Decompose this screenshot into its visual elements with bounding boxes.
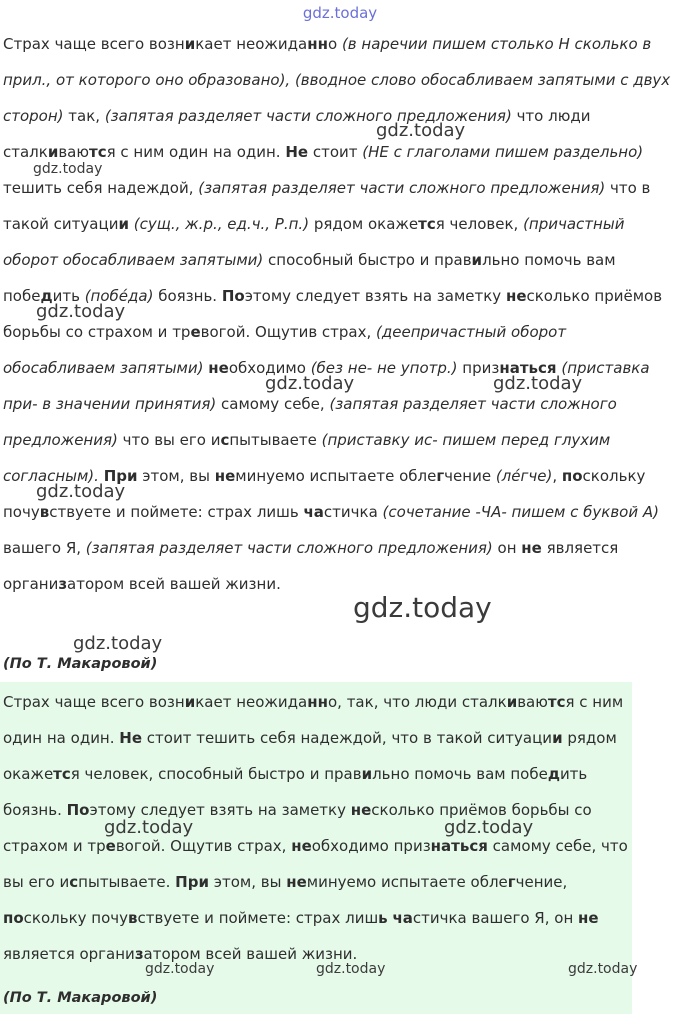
text-run: Страх чаще всего возн — [3, 693, 185, 711]
text-run: рядом окаже — [3, 729, 617, 783]
text-run: не — [208, 359, 229, 377]
text-run: Страх чаще всего возн — [3, 35, 185, 53]
text-run: обходимо приз — [311, 837, 431, 855]
text-run: стичка вашего Я, он — [412, 909, 579, 927]
text-run: способный быстро и прав — [263, 251, 472, 269]
text-run: з — [134, 945, 144, 963]
text-run: не — [291, 837, 312, 855]
text-run: самому себе, — [216, 395, 330, 413]
text-run: не — [214, 467, 236, 485]
text-run: нн — [307, 693, 328, 711]
text-run: и — [506, 693, 518, 711]
text-run: и — [47, 143, 59, 161]
watermark: gdz.today — [73, 633, 163, 654]
text-run: вогой. Ощутив страх, — [115, 837, 292, 855]
author-attribution: (По Т. Макаровой) — [3, 990, 158, 1006]
text-run: и — [361, 765, 373, 783]
grammar-note: (приставка при- в значении принятия) — [3, 359, 650, 413]
grammar-note: (в наречии пишем столько Н сколько в прил., от которого оно образовано), (вводное слово обосабливаем запятыми с двух сторон) — [3, 35, 671, 125]
text-run: ваю — [58, 143, 90, 161]
text-run: ствуете и поймете: страх лиш — [137, 909, 379, 927]
text-run: боязнь. — [153, 287, 222, 305]
watermark: gdz.today — [376, 120, 466, 141]
text-run: на — [430, 837, 452, 855]
text-run: не — [521, 539, 542, 557]
final-paragraph — [3, 684, 631, 972]
text-run: минуемо испытаете обле — [306, 873, 508, 891]
text-run: и — [552, 729, 563, 747]
text-run: тешить себя надеждой, — [3, 179, 199, 197]
text-run: Не — [119, 729, 143, 747]
text-run: г — [436, 467, 445, 485]
grammar-note: (без не- не употр.) — [310, 359, 458, 377]
text-run: и — [184, 35, 196, 53]
text-run: этому следует взять на заметку — [244, 287, 506, 305]
grammar-note: (запятая разделяет части сложного предложения) — [198, 179, 606, 197]
text-run: рядом окаже — [309, 215, 419, 233]
text-run: тс — [547, 693, 566, 711]
watermark: gdz.today — [316, 961, 386, 977]
text-run: атором всей вашей жизни. — [67, 575, 281, 593]
text-run: Не — [285, 143, 309, 161]
text-run: этому следует взять на заметку — [89, 801, 351, 819]
text-run: он — [492, 539, 522, 557]
grammar-note: (запятая разделяет части сложного предложения) — [104, 107, 512, 125]
text-run: льно помочь вам побе — [372, 765, 548, 783]
text-run: ться — [519, 359, 557, 377]
watermark: gdz.today — [145, 961, 215, 977]
text-run: минуемо испытаете обле — [235, 467, 437, 485]
text-run: на — [499, 359, 520, 377]
text-run: вогой. Ощутив страх, — [200, 323, 377, 341]
text-run: стоит тешить себя надеждой, что в такой ситуаци — [142, 729, 553, 747]
text-run: ча — [392, 909, 413, 927]
text-run: При — [175, 873, 209, 891]
grammar-note: (деепричастный оборот обосабливаем запятыми) — [3, 323, 567, 377]
text-run: этом, вы — [208, 873, 287, 891]
text-run: что вы его и — [117, 431, 221, 449]
text-run: с — [69, 873, 79, 891]
site-logo-link[interactable]: gdz.today — [302, 4, 378, 22]
text-run: я с ним один на один. — [3, 693, 624, 747]
grammar-note: (сущ., ж.р., ед.ч., Р.п.) — [133, 215, 310, 233]
text-run: в — [128, 909, 138, 927]
text-run: ствуете и поймете: страх лишь — [49, 503, 304, 521]
text-run: о — [327, 35, 342, 53]
text-run: что люди сталк — [3, 107, 591, 161]
text-run: в — [39, 503, 50, 521]
text-run: ить боязнь. — [3, 765, 588, 819]
text-run: При — [103, 467, 138, 485]
text-run: сколько приёмов борьбы со страхом и тр — [3, 801, 592, 855]
grammar-note: (сочетание -ЧА- пишем с буквой А) — [382, 503, 659, 521]
text-run: з — [58, 575, 68, 593]
watermark: gdz.today — [353, 591, 492, 624]
text-run: сколько приёмов борьбы со страхом и тр — [3, 287, 663, 341]
watermark: gdz.today — [568, 961, 638, 977]
text-run: вашего Я, — [3, 539, 86, 557]
text-run: по — [3, 909, 24, 927]
text-run: не — [578, 909, 599, 927]
text-run: не — [286, 873, 307, 891]
text-run: я человек, способный быстро и прав — [70, 765, 362, 783]
text-run: ить — [52, 287, 85, 305]
text-run: является органи — [3, 539, 619, 593]
text-run: с — [220, 431, 230, 449]
watermark: gdz.today — [36, 481, 126, 502]
text-run: является органи — [3, 945, 135, 963]
text-run: ваю — [517, 693, 548, 711]
text-run: нн — [307, 35, 328, 53]
text-run: е — [105, 837, 116, 855]
text-run: что в такой ситуаци — [3, 179, 651, 233]
text-run: г — [507, 873, 516, 891]
text-run: о, так, что люди сталк — [327, 693, 507, 711]
text-run: кает неожида — [195, 35, 308, 53]
text-run: атором всей вашей жизни. — [143, 945, 358, 963]
watermark: gdz.today — [33, 161, 103, 177]
text-run: так, — [63, 107, 105, 125]
text-run: чение — [444, 467, 496, 485]
text-run: по — [561, 467, 583, 485]
text-run: этом, вы — [137, 467, 215, 485]
text-run: и — [118, 215, 129, 233]
text-run: тс — [418, 215, 436, 233]
watermark: gdz.today — [265, 373, 355, 394]
text-run: не — [350, 801, 372, 819]
grammar-note: (запятая разделяет части сложного предложения) — [3, 395, 617, 449]
text-run: тс — [89, 143, 107, 161]
text-run: д — [40, 287, 53, 305]
text-run: ться — [451, 837, 488, 855]
text-run: пытываете — [229, 431, 322, 449]
text-run: льно помочь вам побе — [3, 251, 616, 305]
grammar-note: (приставку ис- пишем перед глухим согласным). — [3, 431, 611, 485]
watermark: gdz.today — [104, 817, 194, 838]
text-run: пытываете. — [78, 873, 176, 891]
text-run: скольку почу — [3, 467, 646, 521]
author-attribution: (По Т. Макаровой) — [3, 656, 158, 672]
text-run: По — [221, 287, 245, 305]
grammar-note: (ле́гче) — [495, 467, 553, 485]
text-run: приз — [457, 359, 500, 377]
watermark: gdz.today — [444, 817, 534, 838]
text-run: е — [190, 323, 201, 341]
text-run: кает неожида — [195, 693, 308, 711]
text-run: и — [471, 251, 483, 269]
text-run: не — [505, 287, 527, 305]
grammar-note: (побе́да) — [84, 287, 154, 305]
text-run: и — [184, 693, 196, 711]
text-run: обходимо — [228, 359, 311, 377]
text-run: самому себе, что вы его и — [3, 837, 628, 891]
watermark: gdz.today — [36, 301, 126, 322]
text-run: , — [552, 467, 562, 485]
grammar-note: (причастный оборот обосабливаем запятыми) — [3, 215, 625, 269]
text-run: ь — [378, 909, 388, 927]
text-run: тс — [53, 765, 71, 783]
grammar-note: (запятая разделяет части сложного предложения) — [85, 539, 493, 557]
text-run: стоит — [308, 143, 363, 161]
text-run: скольку почу — [23, 909, 129, 927]
text-run: стичка — [323, 503, 383, 521]
text-run: д — [547, 765, 560, 783]
text-run: я с ним один на один. — [106, 143, 286, 161]
text-run: ча — [303, 503, 324, 521]
text-run: я человек, — [435, 215, 524, 233]
text-run: чение, — [515, 873, 568, 891]
watermark: gdz.today — [493, 373, 583, 394]
grammar-note: (НЕ с глаголами пишем раздельно) — [362, 143, 644, 161]
text-run: По — [66, 801, 90, 819]
